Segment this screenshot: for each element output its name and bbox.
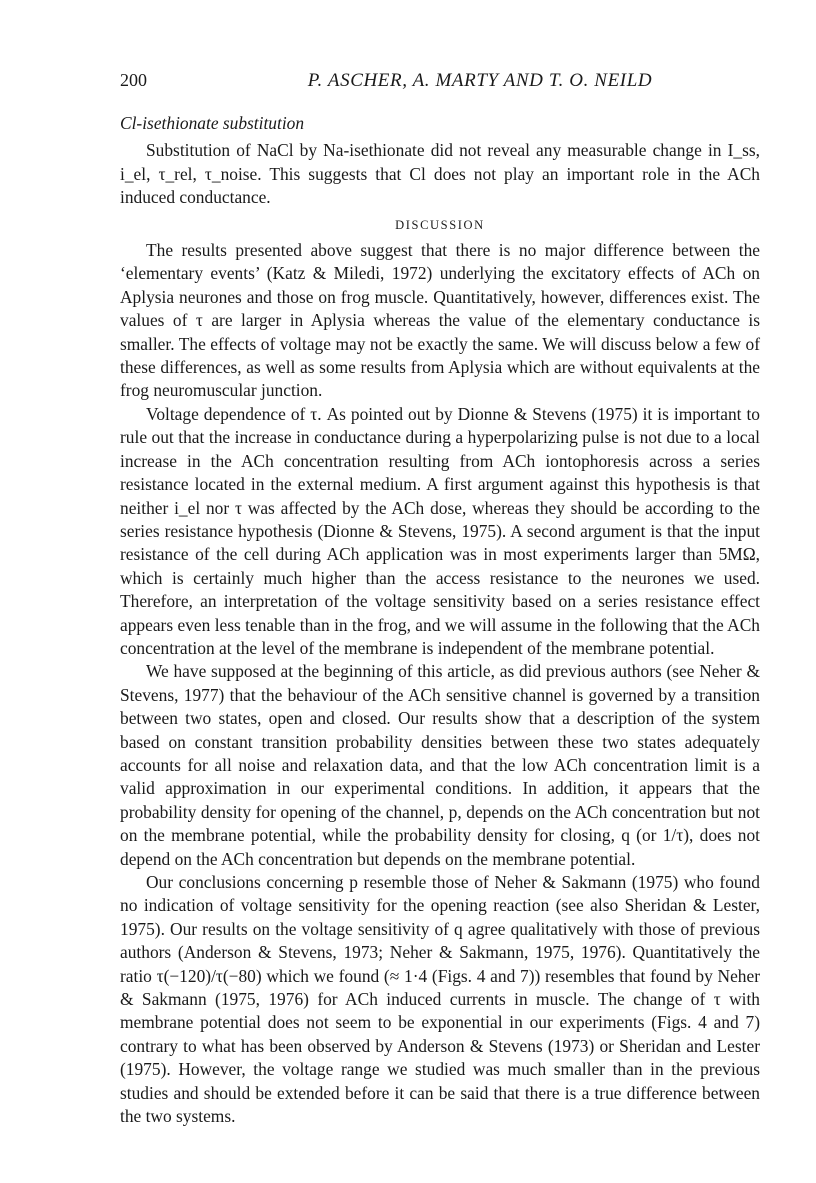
- subsection-heading: Cl-isethionate substitution: [120, 113, 305, 133]
- running-title: P. ASCHER, A. MARTY AND T. O. NEILD: [307, 70, 653, 91]
- article-body: [120, 110, 760, 1128]
- paragraph: Our conclusions concerning p resemble those of Neher & Sakmann (1975) who found no indication of voltage sensitivity for the opening reaction (see also Sheridan & Lester, 1975). Our results on the voltage sensitivity of q agree qualitatively with those of previous authors (Anderson & Stevens, 1973; Neher & Sakmann, 1975, 1976). Quantitatively the ratio τ(−120)/τ(−80) which we found (≈ 1·4 (Figs. 4 and 7)) resembles that found by Neher & Sakmann (1975, 1976) for ACh induced currents in muscle. The change of τ with membrane potential does not seem to be exponential in our experiments (Figs. 4 and 7) contrary to what has been observed by Anderson & Stevens (1973) or Sheridan and Lester (1975). However, the voltage range we studied was much smaller than in the previous studies and should be extended before it can be said that there is a true difference between the two systems.: [120, 872, 760, 1127]
- paragraph: Voltage dependence of τ. As pointed out by Dionne & Stevens (1975) it is important to rule out that the increase in conductance during a hyperpolarizing pulse is not due to a local increase in the ACh concentration resulting from ACh iontophoresis across a series resistance located in the external medium. A first argument against this hypothesis is that neither i_el nor τ was affected by the ACh dose, whereas they should be according to the series resistance hypothesis (Dionne & Stevens, 1975). A second argument is that the input resistance of the cell during ACh application was in most experiments larger than 5MΩ, which is certainly much higher than the access resistance to the neurones we used. Therefore, an interpretation of the voltage sensitivity based on a series resistance effect appears even less tenable than in the frog, and we will assume in the following that the ACh concentration at the level of the membrane is independent of the membrane potential.: [120, 403, 760, 658]
- paragraph: We have supposed at the beginning of this article, as did previous authors (see Neher & Stevens, 1977) that the behaviour of the ACh sensitive channel is governed by a transition between two states, open and closed. Our results show that a description of the system based on constant transition probability densities between these two states adequately accounts for all noise and relaxation data, and that the low ACh concentration limit is a valid approximation in our experimental conditions. In addition, it appears that the probability density for opening of the channel, p, depends on the ACh concentration but not on the membrane potential, while the probability density for closing, q (or 1/τ), does not depend on the ACh concentration but depends on the membrane potential.: [120, 661, 760, 869]
- section-heading: DISCUSSION: [395, 217, 485, 232]
- page-number: 200: [120, 70, 147, 90]
- page-header: [120, 70, 760, 100]
- paragraph: The results presented above suggest that there is no major difference between the ‘elementary events’ (Katz & Miledi, 1972) underlying the excitatory effects of ACh on Aplysia neurones and those on frog muscle. Quantitatively, however, differences exist. The values of τ are larger in Aplysia whereas the value of the elementary conductance is smaller. The effects of voltage may not be exactly the same. We will discuss below a few of these differences, as well as some results from Aplysia which are without equivalents at the frog neuromuscular junction.: [120, 240, 760, 401]
- paragraph: Substitution of NaCl by Na-isethionate did not reveal any measurable change in I_ss, i_el, τ_rel, τ_noise. This suggests that Cl does not play an important role in the ACh induced conductance.: [120, 140, 760, 208]
